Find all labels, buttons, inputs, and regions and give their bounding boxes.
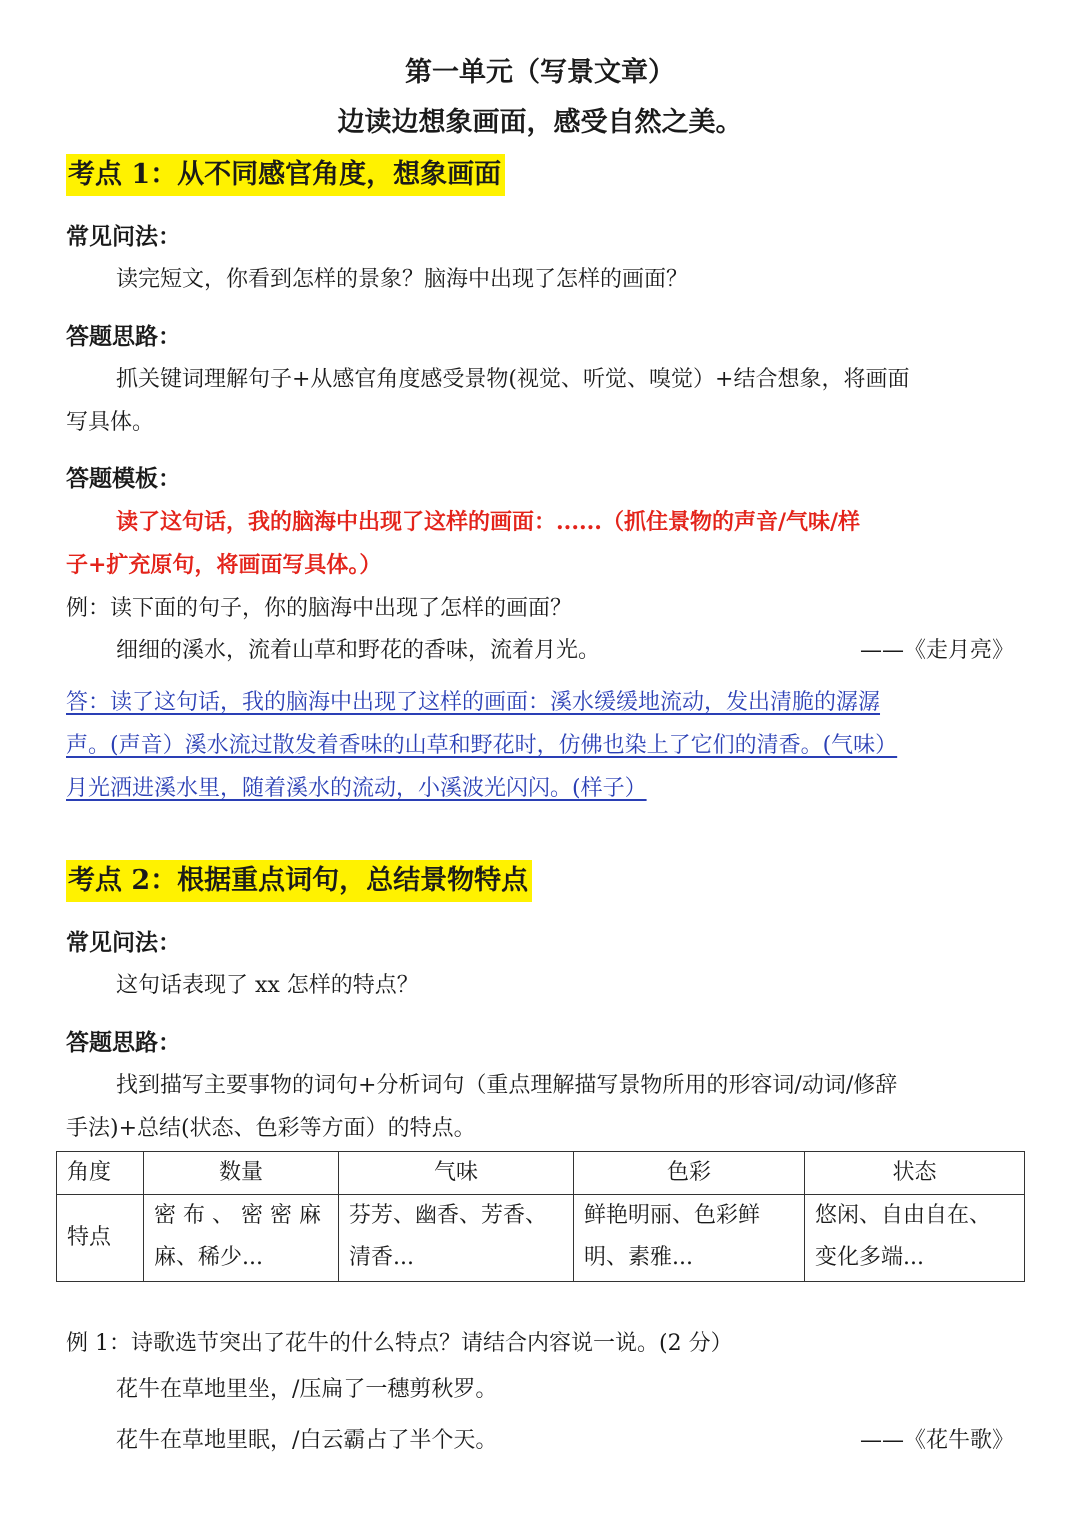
point2-poem-line2: 花牛在草地里眠，/白云霸占了半个天。 bbox=[116, 1428, 498, 1453]
table-row-label: 特点 bbox=[57, 1195, 144, 1282]
point1-answer-line1: 答：读了这句话，我的脑海中出现了这样的画面：溪水缓缓地流动，发出清脆的潺潺 bbox=[66, 690, 881, 715]
features-table bbox=[56, 1151, 1025, 1282]
point1-example-sentence: 细细的溪水，流着山草和野花的香味，流着月光。 bbox=[116, 638, 601, 663]
table-cell-line: 密 布 、 密 密 麻 bbox=[154, 1203, 321, 1228]
table-header-row bbox=[57, 1152, 1025, 1195]
table-cell bbox=[805, 1195, 1025, 1282]
point1-heading: 考点 1：从不同感官角度，想象画面 bbox=[66, 154, 505, 196]
point2-approach-label: 答题思路： bbox=[66, 1029, 181, 1056]
table-cell-line: 悠闲、自由自在、 bbox=[815, 1203, 992, 1228]
table-cell-line: 变化多端... bbox=[815, 1245, 924, 1270]
point2-ask-text: 这句话表现了 xx 怎样的特点？ bbox=[116, 973, 419, 998]
point2-approach-line2: 手法)+总结(状态、色彩等方面）的特点。 bbox=[66, 1116, 476, 1141]
table-cell-line: 明、素雅... bbox=[584, 1245, 693, 1270]
point1-approach-label: 答题思路： bbox=[66, 323, 181, 350]
table-cell bbox=[339, 1195, 574, 1282]
point1-template-line2: 子+扩充原句，将画面写具体。） bbox=[66, 552, 382, 578]
point2-heading: 考点 2：根据重点词句，总结景物特点 bbox=[66, 860, 532, 902]
point2-example-question: 例 1：诗歌选节突出了花牛的什么特点？请结合内容说一说。(2 分） bbox=[66, 1331, 733, 1356]
point1-ask-text: 读完短文，你看到怎样的景象？脑海中出现了怎样的画面？ bbox=[116, 267, 689, 292]
table-cell bbox=[574, 1195, 805, 1282]
table-row bbox=[57, 1195, 1025, 1282]
table-header-cell: 数量 bbox=[144, 1152, 339, 1195]
point1-template-label: 答题模板： bbox=[66, 465, 181, 492]
table-header-cell: 气味 bbox=[339, 1152, 574, 1195]
point2-poem-source: ——《花牛歌》 bbox=[859, 1428, 1014, 1453]
table-cell-line: 芬芳、幽香、芳香、 bbox=[349, 1203, 548, 1228]
point1-approach-line2: 写具体。 bbox=[66, 410, 155, 435]
table-header-cell: 角度 bbox=[57, 1152, 144, 1195]
point1-answer-line3: 月光洒进溪水里，随着溪水的流动，小溪波光闪闪。(样子） bbox=[66, 776, 647, 801]
point2-ask-label: 常见问法： bbox=[66, 929, 181, 956]
table-cell bbox=[144, 1195, 339, 1282]
table-cell-line: 鲜艳明丽、色彩鲜 bbox=[584, 1203, 761, 1228]
table-cell-line: 清香... bbox=[349, 1245, 414, 1270]
point1-template-line1: 读了这句话，我的脑海中出现了这样的画面：......（抓住景物的声音/气味/样 bbox=[116, 509, 861, 535]
point1-example-question: 例：读下面的句子，你的脑海中出现了怎样的画面？ bbox=[66, 596, 573, 621]
point1-ask-label: 常见问法： bbox=[66, 223, 181, 250]
page-subtitle: 边读边想象画面，感受自然之美。 bbox=[337, 107, 743, 138]
point1-answer-line2: 声。(声音）溪水流过散发着香味的山草和野花时，仿佛也染上了它们的清香。(气味） bbox=[66, 733, 898, 758]
point2-approach-line1: 找到描写主要事物的词句+分析词句（重点理解描写景物所用的形容词/动词/修辞 bbox=[116, 1073, 898, 1098]
point1-example-source: ——《走月亮》 bbox=[859, 638, 1014, 663]
point2-poem-line1: 花牛在草地里坐，/压扁了一穗剪秋罗。 bbox=[116, 1377, 498, 1402]
table-header-cell: 色彩 bbox=[574, 1152, 805, 1195]
page-title: 第一单元（写景文章） bbox=[405, 57, 675, 88]
point1-approach-line1: 抓关键词理解句子+从感官角度感受景物(视觉、听觉、嗅觉）+结合想象，将画面 bbox=[116, 367, 910, 392]
table-header-cell: 状态 bbox=[805, 1152, 1025, 1195]
table-cell-line: 麻、稀少... bbox=[154, 1245, 263, 1270]
